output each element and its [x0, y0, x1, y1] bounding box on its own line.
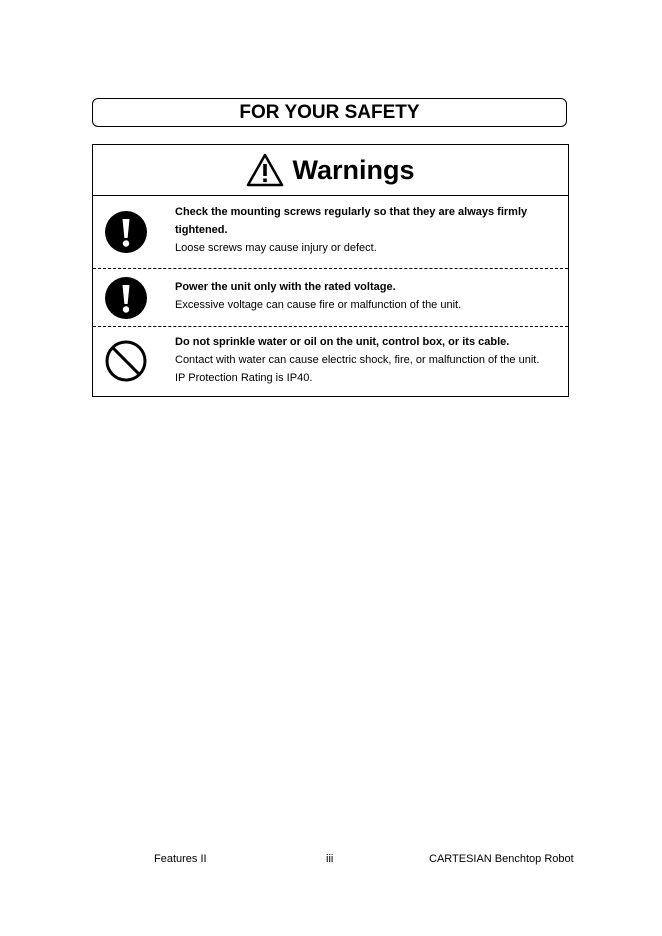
warning-detail: Excessive voltage can cause fire or malfunction of the unit.	[175, 299, 462, 311]
warning-text	[175, 278, 562, 314]
warning-row	[93, 196, 568, 269]
prohibition-icon	[105, 340, 147, 382]
warnings-table	[92, 144, 569, 397]
footer-right: CARTESIAN Benchtop Robot	[429, 853, 574, 865]
warning-detail-extra: IP Protection Rating is IP40.	[175, 372, 313, 384]
warning-text	[175, 203, 562, 257]
warning-headline: Check the mounting screws regularly so that they are always firmly tightened.	[175, 206, 528, 236]
warning-headline: Power the unit only with the rated voltage.	[175, 281, 396, 293]
mandatory-exclamation-icon	[105, 277, 147, 319]
warning-row	[93, 269, 568, 327]
footer-left: Features II	[154, 853, 207, 865]
page-title: FOR YOUR SAFETY	[92, 98, 567, 127]
warning-row	[93, 327, 568, 396]
warnings-header	[93, 145, 568, 196]
warning-text	[175, 333, 562, 387]
warning-triangle-icon	[246, 153, 284, 187]
footer-page-number: iii	[326, 853, 334, 865]
mandatory-exclamation-icon	[105, 211, 147, 253]
warning-headline: Do not sprinkle water or oil on the unit, control box, or its cable.	[175, 336, 510, 348]
warning-detail: Contact with water can cause electric shock, fire, or malfunction of the unit.	[175, 354, 540, 366]
warnings-title: Warnings	[292, 154, 415, 185]
warning-detail: Loose screws may cause injury or defect.	[175, 242, 377, 254]
